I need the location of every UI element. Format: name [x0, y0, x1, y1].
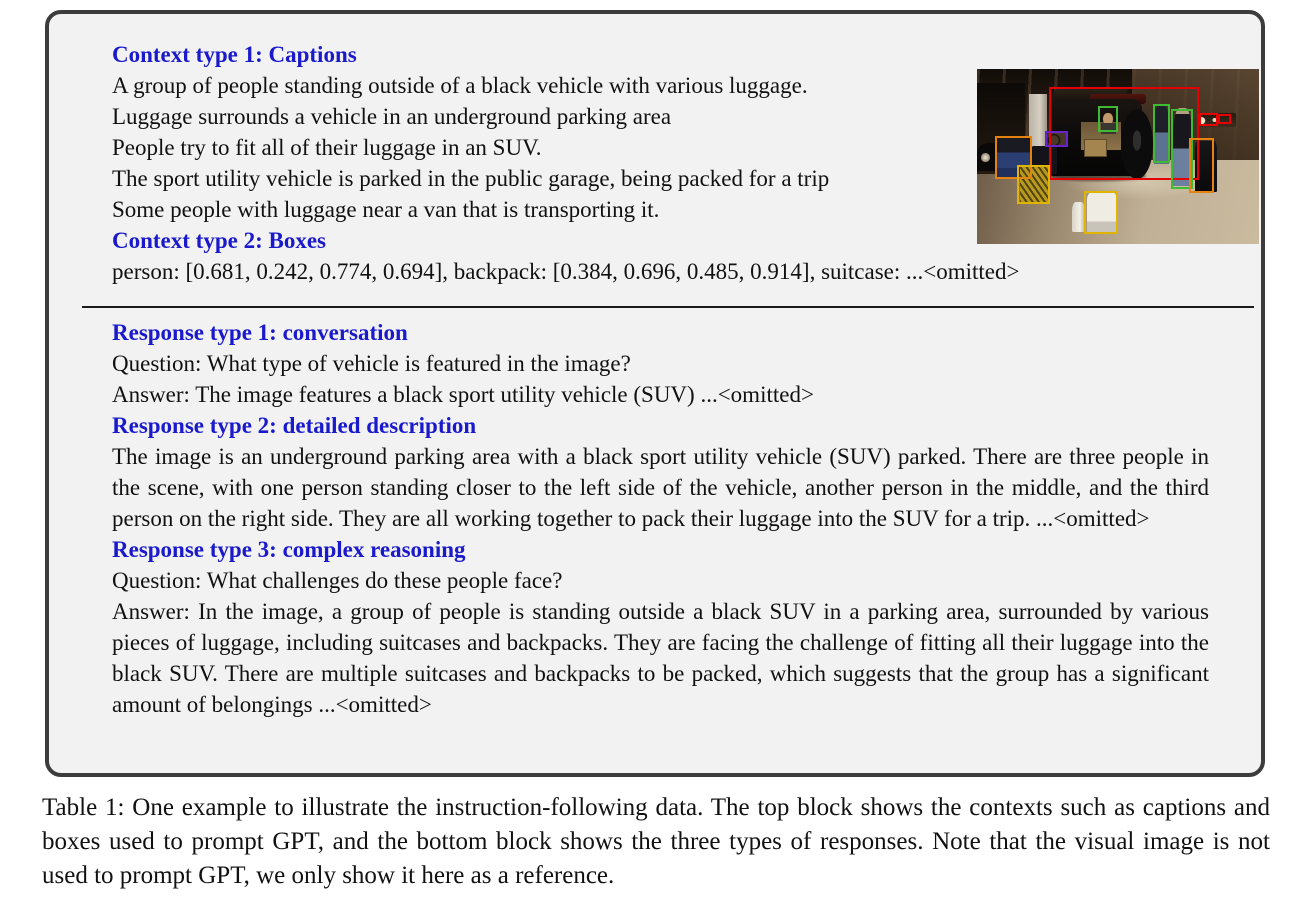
- context2-heading: Context type 2: Boxes: [112, 228, 326, 253]
- black-suitcase: [1195, 141, 1218, 192]
- distant-cars: [1197, 113, 1236, 127]
- response3-heading: Response type 3: complex reasoning: [112, 537, 466, 562]
- response3-answer: Answer: In the image, a group of people is standing outside a black SUV in a parking area, surrounded by various pieces of luggage, including suitcases and backpacks. They are facing the challenge of fitting all their luggage into the black SUV. There are multiple suitcases and backpacks to be packed, which suggests that the group has a significant amount of belongings ...<omitted>: [112, 599, 1209, 717]
- example-photo: [977, 69, 1259, 244]
- cargo-box: [1084, 139, 1107, 157]
- person-right: [1173, 108, 1192, 187]
- person-in-window-torso: [1101, 123, 1117, 134]
- white-canister: [1072, 202, 1085, 232]
- example-panel: [45, 10, 1265, 777]
- context1-heading: Context type 1: Captions: [112, 42, 357, 67]
- boxes-line: person: [0.681, 0.242, 0.774, 0.694], backpack: [0.384, 0.696, 0.485, 0.914], suitcase: ...<omitted>: [112, 259, 1020, 284]
- caption-line: Some people with luggage near a van that is transporting it.: [112, 197, 660, 222]
- yellow-bag: [1020, 166, 1050, 203]
- response2-body: The image is an underground parking area with a black sport utility vehicle (SUV) parked. There are three people in the scene, with one person standing closer to the left side of the vehicle, another person in the middle, and the third person on the right side. They are all working together to pack their luggage into the SUV for a trip. ...<omitted>: [112, 444, 1209, 531]
- bike-wheel: [1047, 132, 1067, 147]
- response2-heading: Response type 2: detailed description: [112, 413, 477, 438]
- spare-wheel: [1121, 109, 1153, 179]
- caption-line: People try to fit all of their luggage in an SUV.: [112, 135, 542, 160]
- response1-question: Question: What type of vehicle is featured in the image?: [112, 351, 631, 376]
- white-stroller: [1087, 192, 1117, 234]
- divider: [82, 306, 1254, 308]
- response1-heading: Response type 1: conversation: [112, 320, 408, 345]
- caption-line: A group of people standing outside of a black vehicle with various luggage.: [112, 73, 808, 98]
- background-headlight: [981, 153, 989, 162]
- response3-question: Question: What challenges do these people face?: [112, 568, 563, 593]
- caption-line: The sport utility vehicle is parked in the public garage, being packed for a trip: [112, 166, 830, 191]
- table-caption: Table 1: One example to illustrate the instruction-following data. The top block shows the contexts such as captions and boxes used to prompt GPT, and the bottom block shows the three types of responses. Note that the visual image is not used to prompt GPT, we only show it here as a reference.: [42, 794, 1270, 889]
- response1-answer: Answer: The image features a black sport utility vehicle (SUV) ...<omitted>: [112, 382, 814, 407]
- caption-line: Luggage surrounds a vehicle in an underground parking area: [112, 104, 672, 129]
- person-middle: [1154, 106, 1169, 164]
